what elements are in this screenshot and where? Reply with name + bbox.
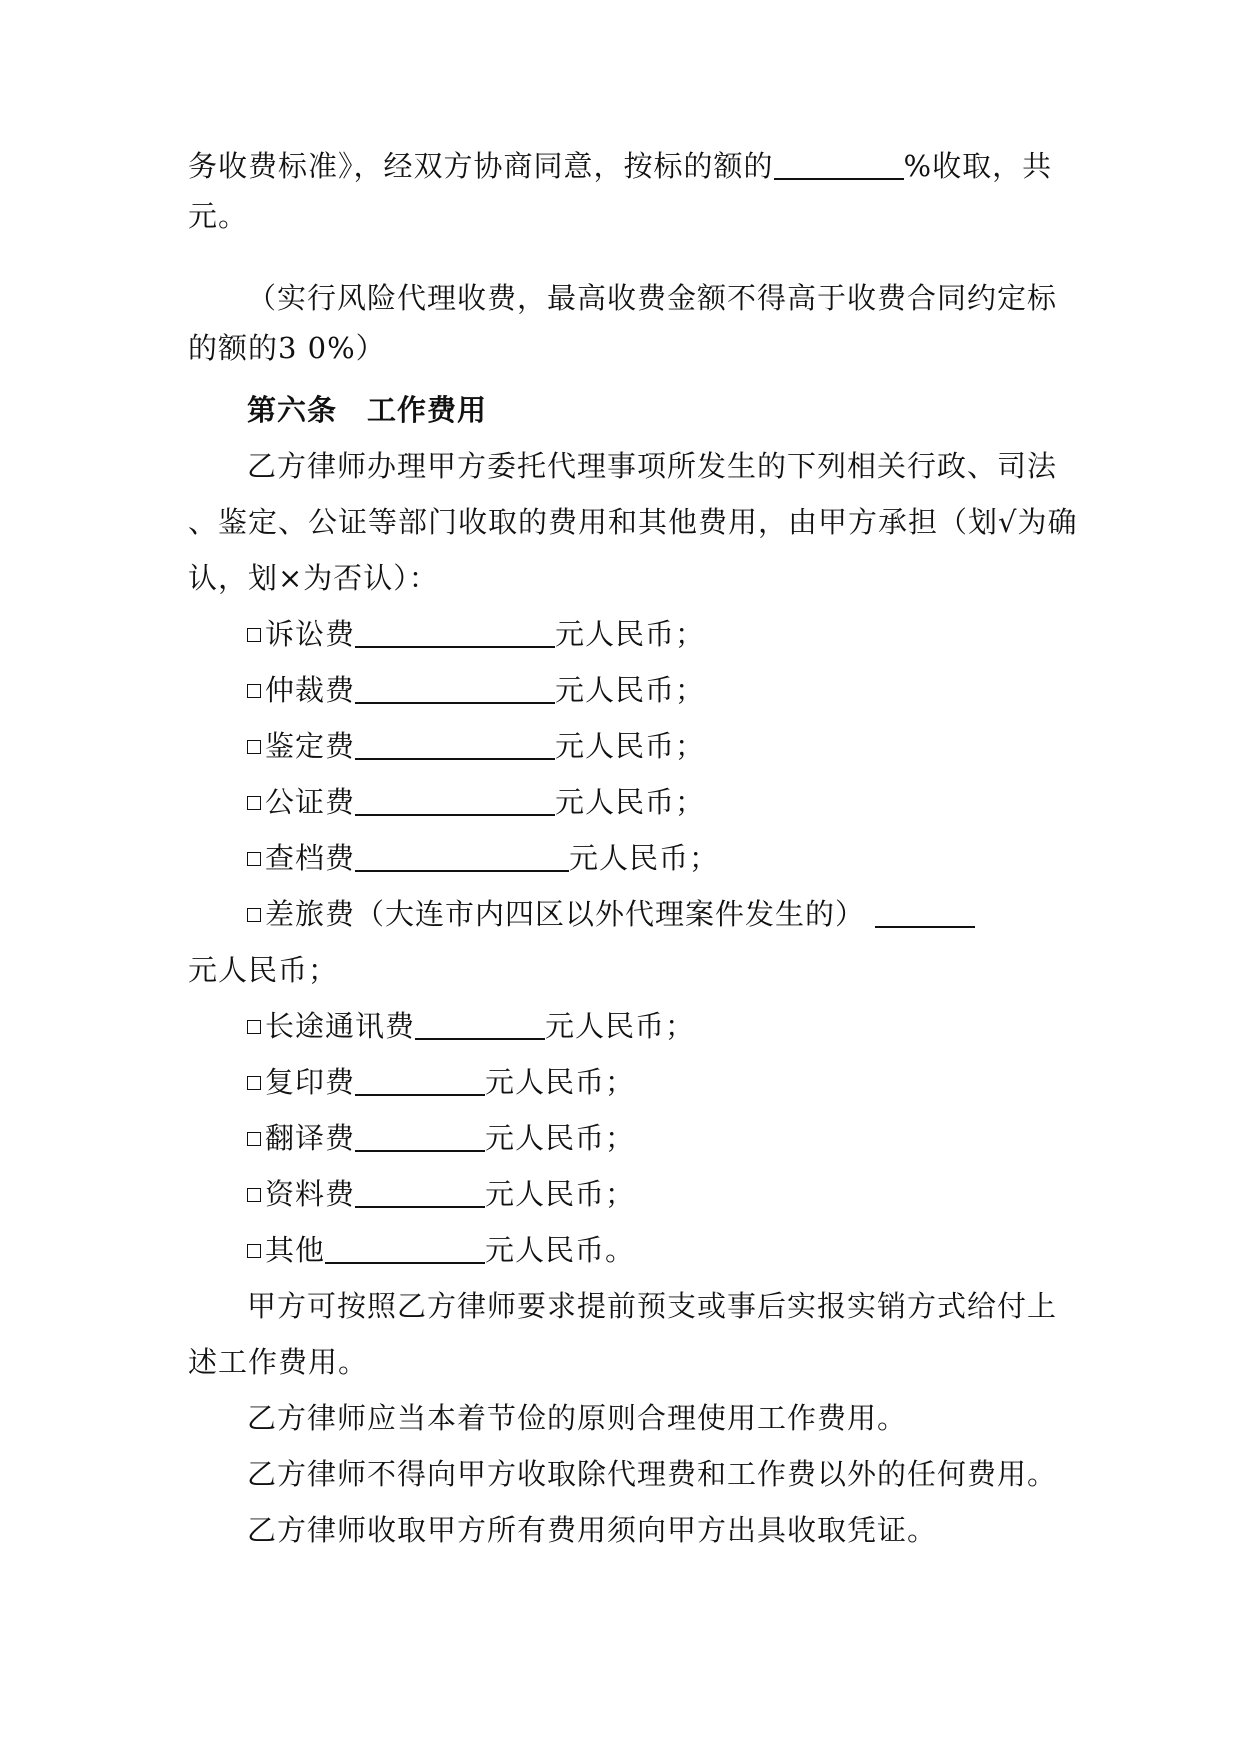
checkbox-icon[interactable]	[247, 1188, 261, 1202]
checkbox-icon[interactable]	[247, 796, 261, 810]
payment-line1: 甲方可按照乙方律师要求提前预支或事后实报实销方式给付上	[247, 1289, 1058, 1323]
checkbox-icon[interactable]	[247, 740, 261, 754]
amount-blank[interactable]	[355, 1064, 485, 1096]
article-intro-line2: 、鉴定、公证等部门收取的费用和其他费用，由甲方承担（划√为确	[188, 505, 1078, 539]
article-intro-line1: 乙方律师办理甲方委托代理事项所发生的下列相关行政、司法	[247, 449, 1058, 483]
no-other-fees-clause: 乙方律师不得向甲方收取除代理费和工作费以外的任何费用。	[247, 1457, 1058, 1491]
fee-item-unit: 元人民币；	[485, 1177, 636, 1211]
fee-item-continuation: 元人民币；	[188, 953, 339, 987]
fee-item	[247, 614, 705, 654]
fee-standard-line1	[188, 146, 1052, 186]
fee-item-label: 翻译费	[265, 1121, 356, 1155]
amount-blank[interactable]	[355, 672, 555, 704]
fee-item-unit: 元人民币；	[555, 617, 706, 651]
amount-blank[interactable]	[355, 840, 569, 872]
payment-line2: 述工作费用。	[188, 1345, 369, 1379]
amount-blank[interactable]	[355, 1176, 485, 1208]
risk-note-line1: （实行风险代理收费，最高收费金额不得高于收费合同约定标	[247, 281, 1058, 315]
fee-item-unit: 元人民币；	[569, 841, 720, 875]
fee-item-label: 鉴定费	[265, 729, 356, 763]
fee-item-label: 资料费	[265, 1177, 356, 1211]
checkbox-icon[interactable]	[247, 1076, 261, 1090]
fee-item-unit: 元人民币；	[485, 1121, 636, 1155]
checkbox-icon[interactable]	[247, 1020, 261, 1034]
checkbox-icon[interactable]	[247, 908, 261, 922]
fee-item-unit: 元人民币；	[545, 1009, 696, 1043]
checkbox-icon[interactable]	[247, 684, 261, 698]
amount-blank[interactable]	[355, 1120, 485, 1152]
amount-blank[interactable]	[355, 784, 555, 816]
fee-item-label: 其他	[265, 1233, 326, 1267]
fee-item-label: 差旅费（大连市内四区以外代理案件发生的）	[265, 897, 866, 931]
fee-item-label: 公证费	[265, 785, 356, 819]
fee-item-unit: 元人民币；	[555, 673, 706, 707]
fee-item	[247, 1174, 635, 1214]
amount-blank[interactable]	[355, 728, 555, 760]
receipt-clause: 乙方律师收取甲方所有费用须向甲方出具收取凭证。	[247, 1513, 938, 1547]
checkbox-icon[interactable]	[247, 852, 261, 866]
fee-item	[247, 1118, 635, 1158]
fee-item-unit: 元人民币；	[485, 1065, 636, 1099]
fee-standard-suffix: %收取，共	[903, 149, 1053, 183]
fee-item-label: 诉讼费	[265, 617, 356, 651]
amount-blank[interactable]	[875, 896, 975, 928]
fee-item	[247, 838, 719, 878]
fee-item	[247, 894, 975, 934]
article-number: 第六条	[247, 393, 338, 427]
fee-item-label: 仲裁费	[265, 673, 356, 707]
amount-blank[interactable]	[415, 1008, 545, 1040]
risk-note-line2: 的额的3 0%）	[188, 331, 386, 365]
fee-item-label: 复印费	[265, 1065, 356, 1099]
amount-blank[interactable]	[325, 1232, 485, 1264]
fee-item-label: 查档费	[265, 841, 356, 875]
fee-standard-line2: 元。	[188, 199, 249, 233]
fee-item	[247, 1062, 635, 1102]
checkbox-icon[interactable]	[247, 1244, 261, 1258]
fee-item-unit: 元人民币。	[485, 1233, 636, 1267]
fee-item	[247, 726, 705, 766]
fee-item	[247, 1006, 695, 1046]
fee-item	[247, 1230, 635, 1270]
frugal-clause: 乙方律师应当本着节俭的原则合理使用工作费用。	[247, 1401, 908, 1435]
article-heading	[247, 390, 487, 430]
checkbox-icon[interactable]	[247, 1132, 261, 1146]
article-intro-line3: 认，划×为否认）：	[188, 561, 439, 595]
checkbox-icon[interactable]	[247, 628, 261, 642]
percentage-blank[interactable]	[774, 148, 904, 180]
fee-item-label: 长途通讯费	[265, 1009, 416, 1043]
amount-blank[interactable]	[355, 616, 555, 648]
fee-item-unit: 元人民币；	[555, 729, 706, 763]
fee-item-unit: 元人民币；	[555, 785, 706, 819]
fee-item	[247, 670, 705, 710]
article-title: 工作费用	[367, 393, 488, 427]
fee-item	[247, 782, 705, 822]
fee-standard-text: 务收费标准》，经双方协商同意，按标的额的	[188, 149, 774, 183]
